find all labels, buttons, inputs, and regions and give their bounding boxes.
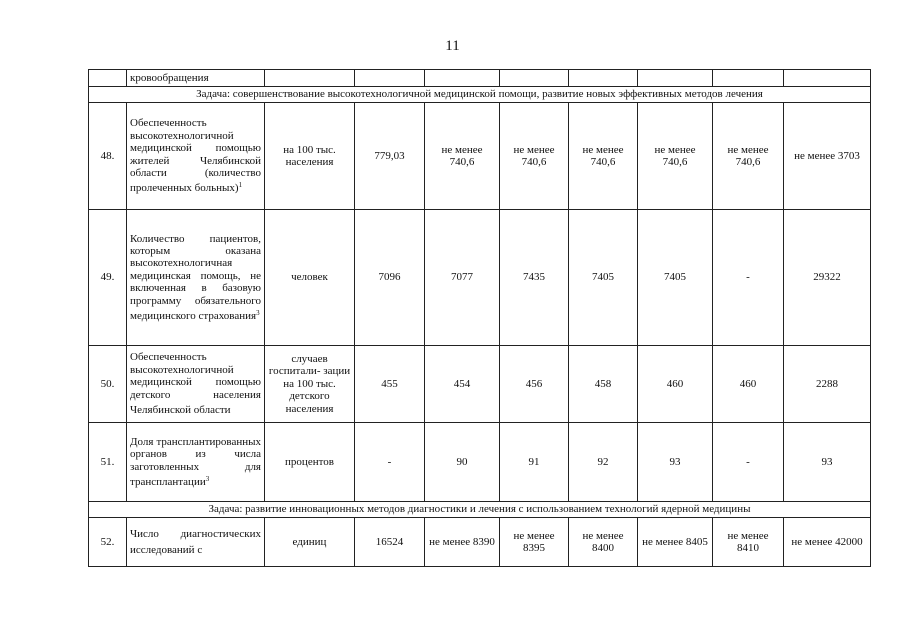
row-number [89, 70, 127, 87]
value-cell: не менее 740,6 [713, 103, 784, 210]
value-cell: 456 [500, 346, 569, 423]
value-cell: 92 [569, 423, 638, 502]
indicator-text: Количество пациентов, которым оказана высокотехнологичная медицинская помощь, не включенная в базовую программу обязательного медицинского страхования [130, 232, 261, 323]
indicator-text: Обеспеченность высокотехнологичной медицинской помощью детского населения Челябинской области [130, 351, 261, 417]
value-cell: 779,03 [355, 103, 425, 210]
row-number: 48. [89, 103, 127, 210]
continuation-row [89, 70, 871, 87]
value-cell [713, 70, 784, 87]
value-cell: 93 [638, 423, 713, 502]
indicator-cell: кровообращения [127, 70, 265, 87]
value-cell: не менее 8395 [500, 518, 569, 567]
task-row [89, 502, 871, 518]
footnote-mark: 3 [256, 309, 260, 318]
value-cell [355, 70, 425, 87]
indicator-text: Число диагностических исследований с [130, 528, 261, 556]
value-cell: - [713, 423, 784, 502]
unit-cell: человек [265, 210, 355, 346]
value-cell: не менее 3703 [784, 103, 871, 210]
value-cell: не менее 8410 [713, 518, 784, 567]
task-heading: Задача: совершенствование высокотехнологичной медицинской помощи, развитие новых эффективных методов лечения [89, 87, 871, 103]
table-row [89, 103, 871, 210]
value-cell: 458 [569, 346, 638, 423]
value-cell: 454 [425, 346, 500, 423]
value-cell: не менее 42000 [784, 518, 871, 567]
value-cell: 16524 [355, 518, 425, 567]
value-cell: 93 [784, 423, 871, 502]
value-cell: - [355, 423, 425, 502]
table-row [89, 518, 871, 567]
indicator-cell [127, 103, 265, 210]
indicator-cell [127, 210, 265, 346]
value-cell: не менее 8400 [569, 518, 638, 567]
value-cell: - [713, 210, 784, 346]
value-cell [784, 70, 871, 87]
row-number: 49. [89, 210, 127, 346]
value-cell: не менее 8390 [425, 518, 500, 567]
value-cell: 460 [713, 346, 784, 423]
value-cell: 91 [500, 423, 569, 502]
value-cell: не менее 740,6 [569, 103, 638, 210]
value-cell: 7096 [355, 210, 425, 346]
value-cell [425, 70, 500, 87]
value-cell [569, 70, 638, 87]
page-number: 11 [445, 38, 460, 54]
value-cell: не менее 740,6 [500, 103, 569, 210]
value-cell: 29322 [784, 210, 871, 346]
value-cell: 7077 [425, 210, 500, 346]
table-row [89, 423, 871, 502]
table-row [89, 346, 871, 423]
value-cell: 2288 [784, 346, 871, 423]
value-cell: не менее 740,6 [425, 103, 500, 210]
task-row [89, 87, 871, 103]
value-cell: не менее 740,6 [638, 103, 713, 210]
value-cell: не менее 8405 [638, 518, 713, 567]
indicator-cell [127, 518, 265, 567]
task-heading: Задача: развитие инновационных методов диагностики и лечения с использованием технологий ядерной медицины [89, 502, 871, 518]
unit-cell: процентов [265, 423, 355, 502]
value-cell: 7405 [638, 210, 713, 346]
indicators-table [88, 69, 871, 567]
unit-cell [265, 70, 355, 87]
row-number: 52. [89, 518, 127, 567]
value-cell: 7435 [500, 210, 569, 346]
unit-cell: на 100 тыс. населения [265, 103, 355, 210]
value-cell: 90 [425, 423, 500, 502]
footnote-mark: 1 [238, 181, 243, 190]
indicator-cell [127, 346, 265, 423]
indicator-text: Обеспеченность высокотехнологичной медицинской помощью жителей Челябинской области (количество пролеченных больных) [130, 117, 261, 195]
row-number: 51. [89, 423, 127, 502]
unit-cell: единиц [265, 518, 355, 567]
unit-cell: случаев госпитали- зации на 100 тыс. детского населения [265, 346, 355, 423]
footnote-mark: 3 [205, 474, 210, 483]
value-cell [500, 70, 569, 87]
row-number: 50. [89, 346, 127, 423]
value-cell: 455 [355, 346, 425, 423]
value-cell [638, 70, 713, 87]
indicator-cell [127, 423, 265, 502]
value-cell: 7405 [569, 210, 638, 346]
table-row [89, 210, 871, 346]
value-cell: 460 [638, 346, 713, 423]
indicator-text: Доля трансплантированных органов из числа заготовленных для трансплантации [130, 435, 261, 488]
